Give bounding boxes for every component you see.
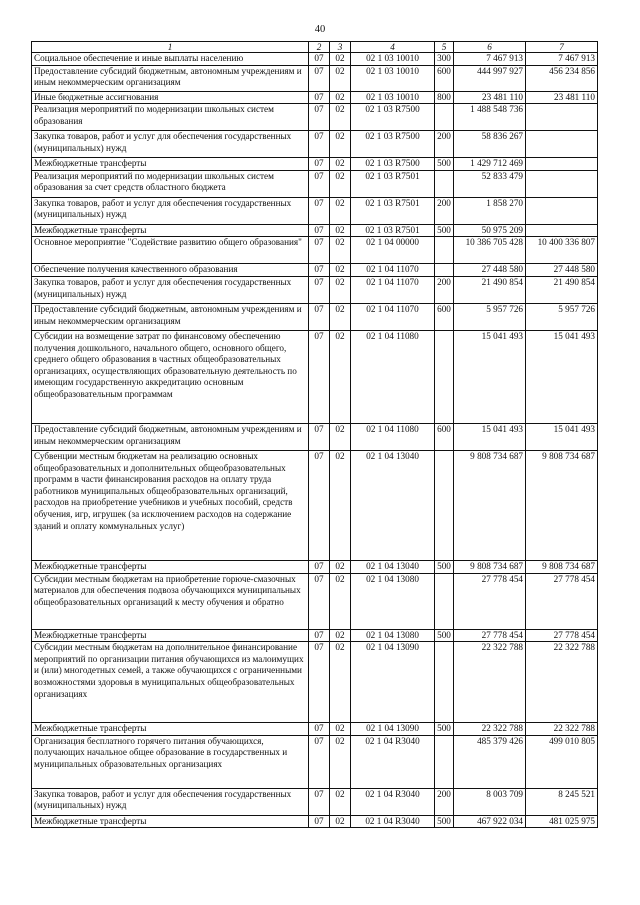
row-target-article: 02 1 04 11070 [351, 264, 435, 277]
row-amount-year1: 8 003 709 [454, 788, 526, 815]
row-section: 07 [309, 560, 330, 573]
row-amount-year1: 50 975 209 [454, 224, 526, 237]
row-section: 07 [309, 629, 330, 642]
row-subsection: 02 [330, 642, 351, 723]
row-target-article: 02 1 04 00000 [351, 237, 435, 264]
row-expense-type: 500 [435, 815, 454, 828]
table-row [32, 735, 598, 788]
row-expense-type: 500 [435, 560, 454, 573]
row-amount-year1: 15 041 493 [454, 330, 526, 423]
row-section: 07 [309, 723, 330, 736]
row-target-article: 02 1 03 R7501 [351, 224, 435, 237]
row-subsection: 02 [330, 224, 351, 237]
row-subsection: 02 [330, 131, 351, 158]
row-name: Закупка товаров, работ и услуг для обеспечения государственных (муниципальных) нужд [32, 131, 309, 158]
row-target-article: 02 1 04 13040 [351, 450, 435, 560]
row-subsection: 02 [330, 264, 351, 277]
row-target-article: 02 1 03 10010 [351, 91, 435, 104]
row-expense-type [435, 573, 454, 629]
table-row [32, 264, 598, 277]
table-row [32, 629, 598, 642]
row-expense-type: 800 [435, 91, 454, 104]
row-name: Субсидии местным бюджетам на приобретение горюче-смазочных материалов для обеспечения подвоза обучающихся муниципальных общеобразовательных организаций к месту обучения и обратно [32, 573, 309, 629]
row-target-article: 02 1 04 11070 [351, 276, 435, 303]
row-name: Социальное обеспечение и иные выплаты населению [32, 53, 309, 66]
row-expense-type: 600 [435, 65, 454, 91]
row-target-article: 02 1 04 13090 [351, 642, 435, 723]
row-subsection: 02 [330, 197, 351, 224]
table-row [32, 573, 598, 629]
row-amount-year1: 9 808 734 687 [454, 560, 526, 573]
row-amount-year1: 485 379 426 [454, 735, 526, 788]
row-target-article: 02 1 04 13090 [351, 723, 435, 736]
table-row [32, 330, 598, 423]
row-amount-year1: 27 778 454 [454, 629, 526, 642]
row-target-article: 02 1 04 R3040 [351, 788, 435, 815]
row-subsection: 02 [330, 815, 351, 828]
row-expense-type [435, 170, 454, 197]
row-amount-year2 [526, 170, 598, 197]
column-header-name: 1 [32, 42, 309, 53]
row-amount-year1: 467 922 034 [454, 815, 526, 828]
table-row [32, 815, 598, 828]
row-name: Межбюджетные трансферты [32, 560, 309, 573]
table-row [32, 197, 598, 224]
row-subsection: 02 [330, 560, 351, 573]
row-target-article: 02 1 03 10010 [351, 65, 435, 91]
column-header-subsection: 3 [330, 42, 351, 53]
row-amount-year1: 444 997 927 [454, 65, 526, 91]
row-amount-year2: 15 041 493 [526, 423, 598, 450]
row-section: 07 [309, 197, 330, 224]
table-row [32, 224, 598, 237]
row-name: Реализация мероприятий по модернизации школьных систем образования за счет средств областного бюджета [32, 170, 309, 197]
row-subsection: 02 [330, 104, 351, 131]
row-section: 07 [309, 423, 330, 450]
table-row [32, 158, 598, 171]
table-row [32, 65, 598, 91]
row-name: Закупка товаров, работ и услуг для обеспечения государственных (муниципальных) нужд [32, 276, 309, 303]
row-section: 07 [309, 264, 330, 277]
row-amount-year2: 21 490 854 [526, 276, 598, 303]
row-name: Субсидии на возмещение затрат по финансовому обеспечению получения дошкольного, начального общего, основного общего, среднего общего образования в частных общеобразовательных организациях, осуществляющих образовательную деятельность по имеющим государственную аккредитацию основным общеобразовательным программам [32, 330, 309, 423]
row-amount-year1: 7 467 913 [454, 53, 526, 66]
table-row [32, 131, 598, 158]
row-target-article: 02 1 04 13040 [351, 560, 435, 573]
row-subsection: 02 [330, 330, 351, 423]
row-name: Предоставление субсидий бюджетным, автономным учреждениям и иным некоммерческим организациям [32, 65, 309, 91]
row-amount-year1: 1 488 548 736 [454, 104, 526, 131]
row-section: 07 [309, 573, 330, 629]
row-expense-type: 600 [435, 303, 454, 330]
header-row [32, 42, 598, 53]
row-subsection: 02 [330, 170, 351, 197]
row-target-article: 02 1 03 R7500 [351, 104, 435, 131]
row-target-article: 02 1 04 13080 [351, 629, 435, 642]
row-amount-year1: 23 481 110 [454, 91, 526, 104]
row-name: Межбюджетные трансферты [32, 723, 309, 736]
row-name: Межбюджетные трансферты [32, 629, 309, 642]
row-subsection: 02 [330, 237, 351, 264]
row-subsection: 02 [330, 788, 351, 815]
row-name: Субсидии местным бюджетам на дополнительное финансирование мероприятий по организации питания обучающихся из малоимущих и (или) многодетных семей, а также обучающихся с ограниченными возможностями здоровья в муниципальных общеобразовательных организациях [32, 642, 309, 723]
row-expense-type: 500 [435, 158, 454, 171]
row-section: 07 [309, 131, 330, 158]
row-target-article: 02 1 04 11070 [351, 303, 435, 330]
row-name: Закупка товаров, работ и услуг для обеспечения государственных (муниципальных) нужд [32, 788, 309, 815]
table-row [32, 170, 598, 197]
row-expense-type: 500 [435, 224, 454, 237]
row-expense-type [435, 104, 454, 131]
row-section: 07 [309, 788, 330, 815]
row-subsection: 02 [330, 91, 351, 104]
row-amount-year1: 5 957 726 [454, 303, 526, 330]
row-amount-year1: 21 490 854 [454, 276, 526, 303]
row-amount-year1: 27 448 580 [454, 264, 526, 277]
row-amount-year2: 9 808 734 687 [526, 560, 598, 573]
table-row [32, 303, 598, 330]
row-name: Обеспечение получения качественного образования [32, 264, 309, 277]
row-name: Межбюджетные трансферты [32, 224, 309, 237]
table-row [32, 91, 598, 104]
row-amount-year2 [526, 224, 598, 237]
row-expense-type: 200 [435, 131, 454, 158]
row-section: 07 [309, 65, 330, 91]
row-name: Предоставление субсидий бюджетным, автономным учреждениям и иным некоммерческим организациям [32, 423, 309, 450]
row-expense-type: 600 [435, 423, 454, 450]
row-name: Организация бесплатного горячего питания обучающихся, получающих начальное общее образование в государственных и муниципальных образовательных организациях [32, 735, 309, 788]
table-row [32, 53, 598, 66]
row-target-article: 02 1 04 R3040 [351, 735, 435, 788]
row-amount-year2 [526, 104, 598, 131]
row-expense-type [435, 237, 454, 264]
row-amount-year2: 5 957 726 [526, 303, 598, 330]
row-section: 07 [309, 735, 330, 788]
row-subsection: 02 [330, 629, 351, 642]
table-row [32, 723, 598, 736]
table-row [32, 423, 598, 450]
row-subsection: 02 [330, 65, 351, 91]
row-expense-type [435, 330, 454, 423]
row-expense-type: 300 [435, 53, 454, 66]
column-header-year2: 7 [526, 42, 598, 53]
row-name: Межбюджетные трансферты [32, 158, 309, 171]
row-amount-year2: 23 481 110 [526, 91, 598, 104]
row-amount-year1: 22 322 788 [454, 723, 526, 736]
row-expense-type: 200 [435, 276, 454, 303]
row-target-article: 02 1 03 R7501 [351, 197, 435, 224]
row-amount-year2: 27 778 454 [526, 629, 598, 642]
row-name: Предоставление субсидий бюджетным, автономным учреждениям и иным некоммерческим организациям [32, 303, 309, 330]
table-row [32, 104, 598, 131]
row-amount-year1: 10 386 705 428 [454, 237, 526, 264]
row-amount-year2: 22 322 788 [526, 642, 598, 723]
column-header-section: 2 [309, 42, 330, 53]
row-target-article: 02 1 03 10010 [351, 53, 435, 66]
row-amount-year2: 22 322 788 [526, 723, 598, 736]
row-expense-type [435, 642, 454, 723]
row-name: Закупка товаров, работ и услуг для обеспечения государственных (муниципальных) нужд [32, 197, 309, 224]
row-section: 07 [309, 170, 330, 197]
row-amount-year2: 8 245 521 [526, 788, 598, 815]
row-expense-type: 500 [435, 723, 454, 736]
column-header-expense-type: 5 [435, 42, 454, 53]
row-section: 07 [309, 450, 330, 560]
row-amount-year1: 1 429 712 469 [454, 158, 526, 171]
row-amount-year2: 7 467 913 [526, 53, 598, 66]
row-section: 07 [309, 330, 330, 423]
row-amount-year1: 15 041 493 [454, 423, 526, 450]
row-amount-year1: 52 833 479 [454, 170, 526, 197]
column-header-target-article: 4 [351, 42, 435, 53]
row-amount-year1: 27 778 454 [454, 573, 526, 629]
row-amount-year2: 9 808 734 687 [526, 450, 598, 560]
row-expense-type [435, 450, 454, 560]
table-row [32, 560, 598, 573]
row-expense-type [435, 735, 454, 788]
row-target-article: 02 1 04 R3040 [351, 815, 435, 828]
row-target-article: 02 1 03 R7500 [351, 131, 435, 158]
row-amount-year1: 1 858 270 [454, 197, 526, 224]
row-subsection: 02 [330, 303, 351, 330]
row-amount-year2: 499 010 805 [526, 735, 598, 788]
row-section: 07 [309, 276, 330, 303]
row-target-article: 02 1 03 R7500 [351, 158, 435, 171]
row-target-article: 02 1 04 11080 [351, 423, 435, 450]
row-subsection: 02 [330, 423, 351, 450]
column-header-year1: 6 [454, 42, 526, 53]
row-amount-year2: 15 041 493 [526, 330, 598, 423]
row-subsection: 02 [330, 53, 351, 66]
row-name: Основное мероприятие "Содействие развитию общего образования" [32, 237, 309, 264]
row-amount-year2: 27 448 580 [526, 264, 598, 277]
row-expense-type: 500 [435, 629, 454, 642]
row-amount-year2 [526, 197, 598, 224]
row-amount-year2: 27 778 454 [526, 573, 598, 629]
row-name: Реализация мероприятий по модернизации школьных систем образования [32, 104, 309, 131]
row-amount-year2: 10 400 336 807 [526, 237, 598, 264]
row-subsection: 02 [330, 450, 351, 560]
page-number: 40 [314, 24, 326, 35]
row-subsection: 02 [330, 735, 351, 788]
row-name: Иные бюджетные ассигнования [32, 91, 309, 104]
row-name: Субвенции местным бюджетам на реализацию основных общеобразовательных и дополнительных общеобразовательных программ в части финансирования расходов на оплату труда работников муниципальных общеобразовательных организаций, расходов на приобретение учебников и учебных пособий, средств обучения, игр, игрушек (за исключением расходов на содержание зданий и оплату коммунальных услуг) [32, 450, 309, 560]
row-expense-type: 200 [435, 788, 454, 815]
row-subsection: 02 [330, 723, 351, 736]
row-target-article: 02 1 04 13080 [351, 573, 435, 629]
row-amount-year1: 9 808 734 687 [454, 450, 526, 560]
table-row [32, 450, 598, 560]
row-section: 07 [309, 815, 330, 828]
row-section: 07 [309, 104, 330, 131]
budget-table [31, 41, 598, 828]
row-amount-year2: 481 025 975 [526, 815, 598, 828]
row-amount-year2 [526, 158, 598, 171]
row-expense-type: 200 [435, 197, 454, 224]
row-section: 07 [309, 237, 330, 264]
row-section: 07 [309, 642, 330, 723]
row-target-article: 02 1 04 11080 [351, 330, 435, 423]
row-section: 07 [309, 158, 330, 171]
row-section: 07 [309, 303, 330, 330]
row-subsection: 02 [330, 276, 351, 303]
table-row [32, 642, 598, 723]
table-row [32, 237, 598, 264]
row-section: 07 [309, 53, 330, 66]
row-expense-type [435, 264, 454, 277]
row-amount-year2 [526, 131, 598, 158]
row-amount-year1: 58 836 267 [454, 131, 526, 158]
row-amount-year1: 22 322 788 [454, 642, 526, 723]
row-target-article: 02 1 03 R7501 [351, 170, 435, 197]
row-amount-year2: 456 234 856 [526, 65, 598, 91]
row-name: Межбюджетные трансферты [32, 815, 309, 828]
row-subsection: 02 [330, 573, 351, 629]
row-subsection: 02 [330, 158, 351, 171]
row-section: 07 [309, 224, 330, 237]
table-row [32, 276, 598, 303]
table-row [32, 788, 598, 815]
row-section: 07 [309, 91, 330, 104]
